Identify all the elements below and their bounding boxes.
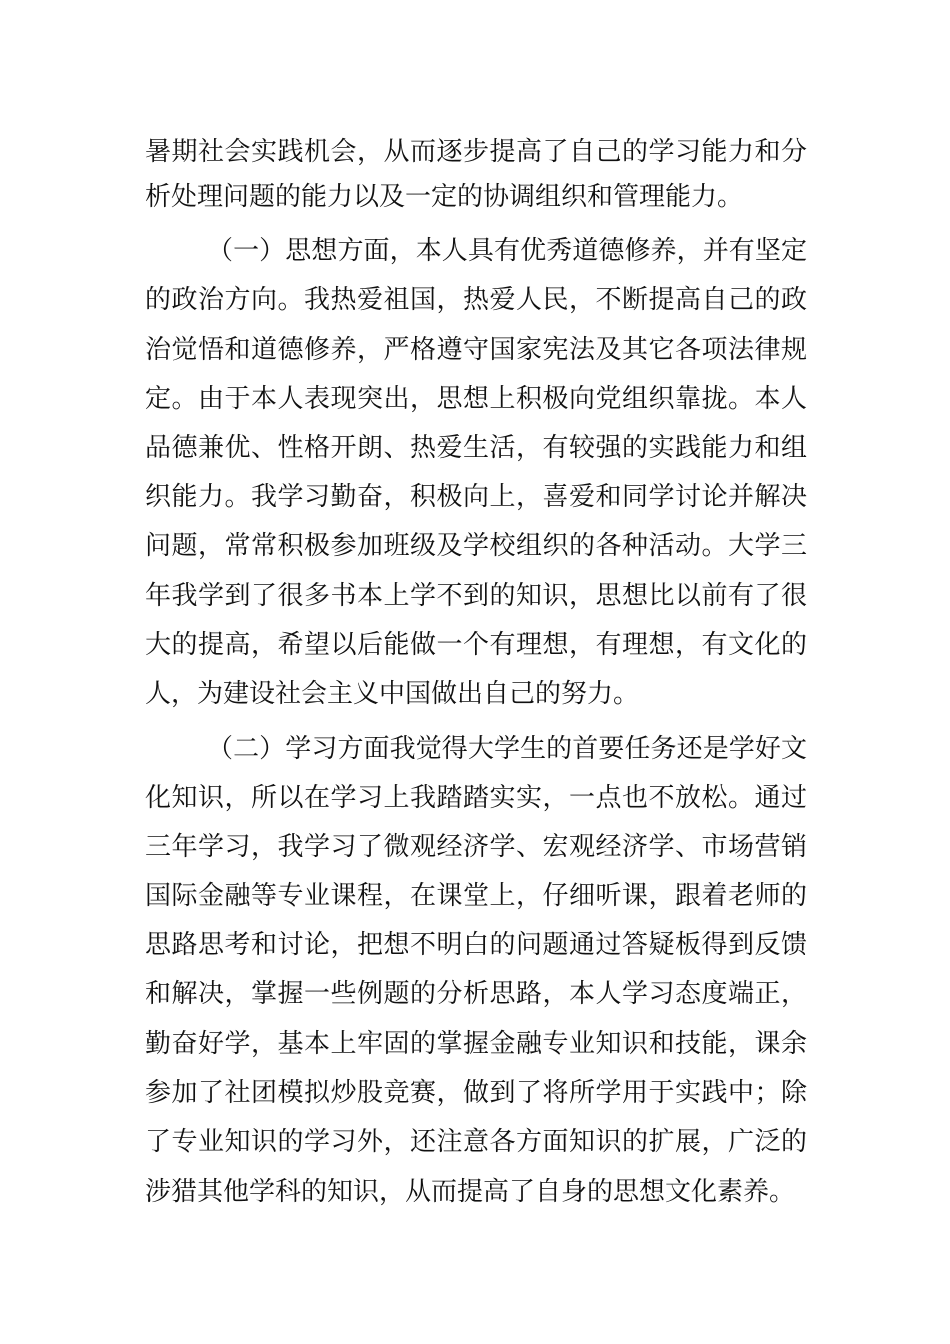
text-line: 的政治方向。我热爱祖国，热爱人民，不断提高自己的政 (145, 285, 807, 315)
text-line: 织能力。我学习勤奋，积极向上，喜爱和同学讨论并解决 (145, 482, 807, 512)
text-line: 暑期社会实践机会，从而逐步提高了自己的学习能力和分 (145, 137, 807, 167)
text-line: 大的提高，希望以后能做一个有理想，有理想，有文化的 (145, 630, 807, 660)
text-line: 析处理问题的能力以及一定的协调组织和管理能力。 (145, 182, 744, 212)
text-line: 化知识，所以在学习上我踏踏实实，一点也不放松。通过 (145, 783, 807, 813)
text-line: 定。由于本人表现突出，思想上积极向党组织靠拢。本人 (145, 384, 807, 414)
text-line: （一）思想方面，本人具有优秀道德修养，并有坚定 (207, 236, 807, 266)
text-line: 治觉悟和道德修养，严格遵守国家宪法及其它各项法律规 (145, 335, 807, 365)
text-line: 国际金融等专业课程，在课堂上，仔细听课，跟着老师的 (145, 881, 807, 911)
text-line: 了专业知识的学习外，还注意各方面知识的扩展，广泛的 (145, 1127, 807, 1157)
text-line: 问题，常常积极参加班级及学校组织的各种活动。大学三 (145, 531, 807, 561)
text-line: 参加了社团模拟炒股竞赛，做到了将所学用于实践中；除 (145, 1078, 807, 1108)
text-line: （二）学习方面我觉得大学生的首要任务还是学好文 (207, 734, 807, 764)
text-line: 和解决，掌握一些例题的分析思路，本人学习态度端正， (145, 979, 807, 1009)
text-line: 思路思考和讨论，把想不明白的问题通过答疑板得到反馈 (145, 930, 807, 960)
text-line: 人，为建设社会主义中国做出自己的努力。 (145, 679, 640, 709)
text-line: 品德兼优、性格开朗、热爱生活，有较强的实践能力和组 (145, 433, 807, 463)
text-line: 三年学习，我学习了微观经济学、宏观经济学、市场营销 (145, 832, 807, 862)
text-line: 勤奋好学，基本上牢固的掌握金融专业知识和技能，课余 (145, 1029, 807, 1059)
text-line: 年我学到了很多书本上学不到的知识，思想比以前有了很 (145, 581, 807, 611)
text-line: 涉猎其他学科的知识，从而提高了自身的思想文化素养。 (145, 1177, 796, 1207)
